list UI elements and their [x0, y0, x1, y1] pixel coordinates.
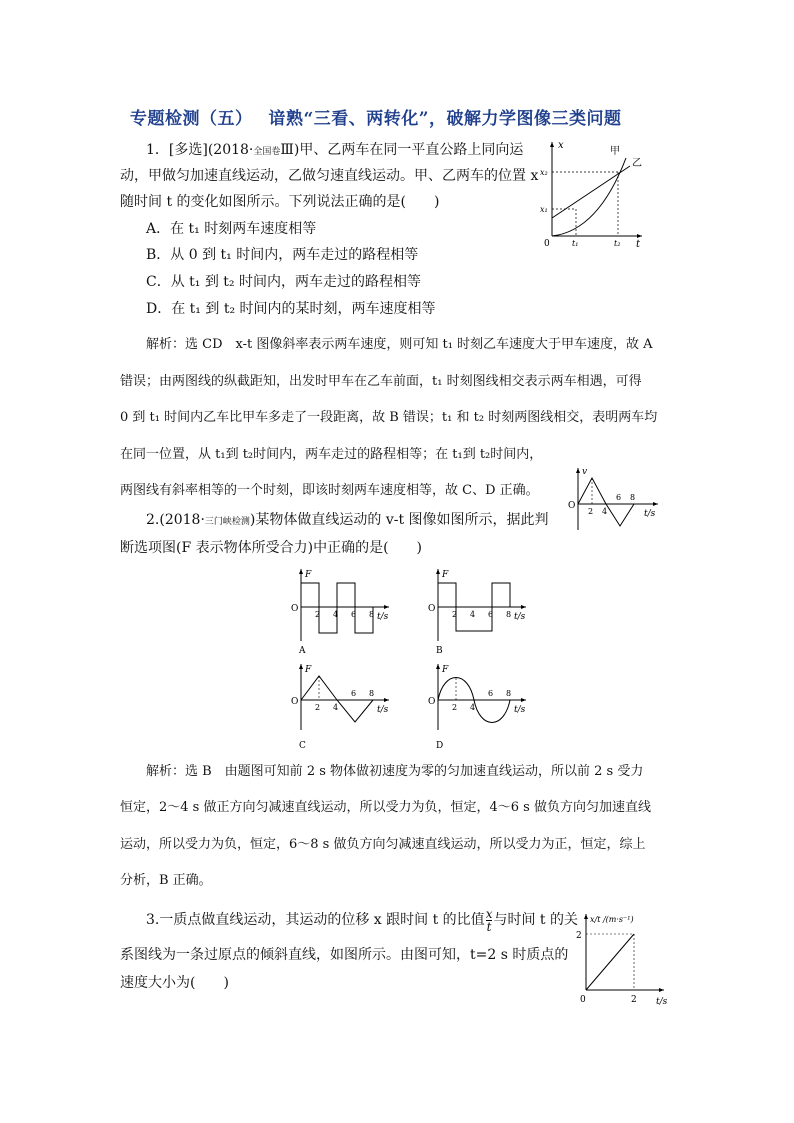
- q2-solution-line2: 恒定，2～4 s 做正方向匀减速直线运动，所以受力为负，恒定，4～6 s 做负方向匀加速直线: [120, 800, 651, 815]
- q3-tick-x: 2: [631, 995, 637, 1005]
- title-main: 专题检测（五）: [130, 109, 253, 129]
- svg-text:8: 8: [506, 610, 512, 619]
- q2-option-b-graph: [422, 565, 532, 657]
- q2-option-c-label: C: [299, 741, 306, 751]
- q2-vt-tick-8: 8: [630, 493, 636, 502]
- q1-xt-graph: [538, 136, 646, 248]
- svg-text:4: 4: [470, 610, 476, 619]
- svg-text:6: 6: [488, 610, 494, 619]
- q2-solution-line3: 运动，所以受力为负，恒定，6～8 s 做负方向匀减速直线运动，所以受力为正，恒定，综上: [120, 837, 646, 852]
- svg-text:4: 4: [470, 703, 476, 712]
- svg-text:t/s: t/s: [514, 612, 526, 622]
- svg-text:2: 2: [315, 703, 321, 712]
- q1-solution-line4: 在同一位置，从 t₁到 t₂时间内，两车走过的路程相等；在 t₁到 t₂时间内，: [120, 447, 543, 462]
- q1-tick-t1: t₁: [572, 239, 579, 248]
- q3-graph: [572, 910, 680, 1006]
- title-sub: 谙熟“三看、两转化”，破解力学图像三类问题: [268, 109, 622, 129]
- q1-y-label: x: [558, 140, 564, 151]
- q1-solution-line1: 解析：选 CD x-t 图像斜率表示两车速度，则可知 t₁ 时刻乙车速度大于甲车速度，故 A: [146, 337, 653, 352]
- svg-text:t/s: t/s: [377, 705, 389, 715]
- svg-text:F: F: [305, 665, 312, 675]
- svg-text:4: 4: [333, 610, 339, 619]
- q3-line: [586, 934, 634, 990]
- q2-option-c-graph: [285, 660, 395, 752]
- q3-fraction: $\frac{x}{t}$: [485, 906, 493, 934]
- q1-solution-line5: 两图线有斜率相等的一个时刻，即该时刻两车速度相等，故 C、D 正确。: [120, 483, 539, 498]
- q2-vt-tick-2: 2: [588, 507, 594, 516]
- q1-line1: 1．[多选](2018·全国卷Ⅲ)甲、乙两车在同一平直公路上同向运: [146, 142, 524, 158]
- q1-option-c: C．从 t₁ 到 t₂ 时间内，两车走过的路程相等: [146, 274, 421, 290]
- svg-text:t/s: t/s: [514, 705, 526, 715]
- q3-line2: 系图线为一条过原点的倾斜直线，如图所示。由图可知，t=2 s 时质点的: [120, 947, 569, 963]
- page-title: [130, 104, 690, 129]
- svg-text:2: 2: [452, 610, 458, 619]
- svg-text:8: 8: [369, 689, 375, 698]
- q2-option-a-graph: [285, 565, 395, 657]
- q1-solution-line2: 错误；由两图线的纵截距知，出发时甲车在乙车前面，t₁ 时刻图线相交表示两车相遇，可得: [120, 374, 642, 389]
- q3-tick-y: 2: [576, 931, 582, 941]
- q1-option-a: A．在 t₁ 时刻两车速度相等: [146, 221, 317, 237]
- vt-line: [578, 478, 634, 526]
- q2-vt-origin: O: [568, 501, 576, 511]
- q2-vt-tick-4: 4: [602, 507, 608, 516]
- q2-option-b-label: B: [436, 646, 443, 656]
- q1-origin: 0: [544, 239, 550, 248]
- svg-text:F: F: [442, 665, 449, 675]
- svg-text:O: O: [428, 604, 436, 614]
- svg-text:O: O: [291, 604, 299, 614]
- q3-x-label: t/s: [656, 997, 668, 1006]
- q1-curve-jia-label: 甲: [610, 146, 620, 157]
- svg-text:O: O: [291, 697, 299, 707]
- q1-option-b: B．从 0 到 t₁ 时间内，两车走过的路程相等: [146, 247, 419, 263]
- svg-text:2: 2: [452, 703, 458, 712]
- svg-text:O: O: [428, 697, 436, 707]
- svg-text:6: 6: [351, 610, 357, 619]
- curve-jia: [552, 158, 626, 236]
- svg-text:8: 8: [506, 689, 512, 698]
- svg-text:t/s: t/s: [377, 612, 389, 622]
- q2-solution-line1: 解析：选 B 由题图可知前 2 s 物体做初速度为零的匀加速直线运动，所以前 2 s 受力: [146, 764, 644, 779]
- svg-text:F: F: [442, 570, 449, 580]
- q2-vt-graph: [562, 464, 664, 536]
- q2-vt-tick-6: 6: [616, 493, 622, 502]
- svg-text:2: 2: [315, 610, 321, 619]
- q1-option-d: D．在 t₁ 到 t₂ 时间内的某时刻，两车速度相等: [146, 301, 436, 317]
- svg-text:F: F: [305, 570, 312, 580]
- q1-tick-x1: x₁: [540, 205, 548, 214]
- q2-line2: 断选项图(F 表示物体所受合力)中正确的是( ): [120, 540, 423, 556]
- svg-text:4: 4: [333, 703, 339, 712]
- q1-line2: 动，甲做匀加速直线运动，乙做匀速直线运动。甲、乙两车的位置 x: [120, 168, 539, 184]
- q2-line1: 2.(2018·三门峡检测)某物体做直线运动的 v-t 图像如图所示，据此判: [146, 512, 549, 528]
- q2-vt-y-label: v: [582, 467, 588, 477]
- svg-text:8: 8: [369, 610, 375, 619]
- q3-line1: 3.一质点做直线运动，其运动的位移 x 跟时间 t 的比值 $\frac{x}{t}$ 与时间 t 的关: [146, 906, 578, 934]
- q1-solution-line3: 0 到 t₁ 时间内乙车比甲车多走了一段距离，故 B 错误；t₁ 和 t₂ 时刻两图线相交，表明两车均: [120, 410, 658, 425]
- q3-origin: 0: [580, 995, 586, 1005]
- q3-y-label: x/t /(m·s⁻¹): [590, 915, 634, 924]
- q2-option-d-graph: [422, 660, 532, 752]
- q2-vt-x-label: t/s: [644, 509, 656, 519]
- svg-text:6: 6: [488, 689, 494, 698]
- q1-tick-t2: t₂: [614, 239, 621, 248]
- q1-tick-x2: x₂: [540, 168, 548, 177]
- q2-option-a-label: A: [299, 646, 306, 656]
- q3-line3: 速度大小为( ): [120, 975, 229, 991]
- q1-line3: 随时间 t 的变化如图所示。下列说法正确的是( ): [120, 194, 440, 210]
- q1-x-label: t: [636, 239, 641, 248]
- q1-curve-yi-label: 乙: [632, 158, 642, 169]
- q2-option-d-label: D: [436, 741, 444, 751]
- svg-text:6: 6: [351, 689, 357, 698]
- q2-solution-line4: 分析，B 正确。: [120, 873, 212, 888]
